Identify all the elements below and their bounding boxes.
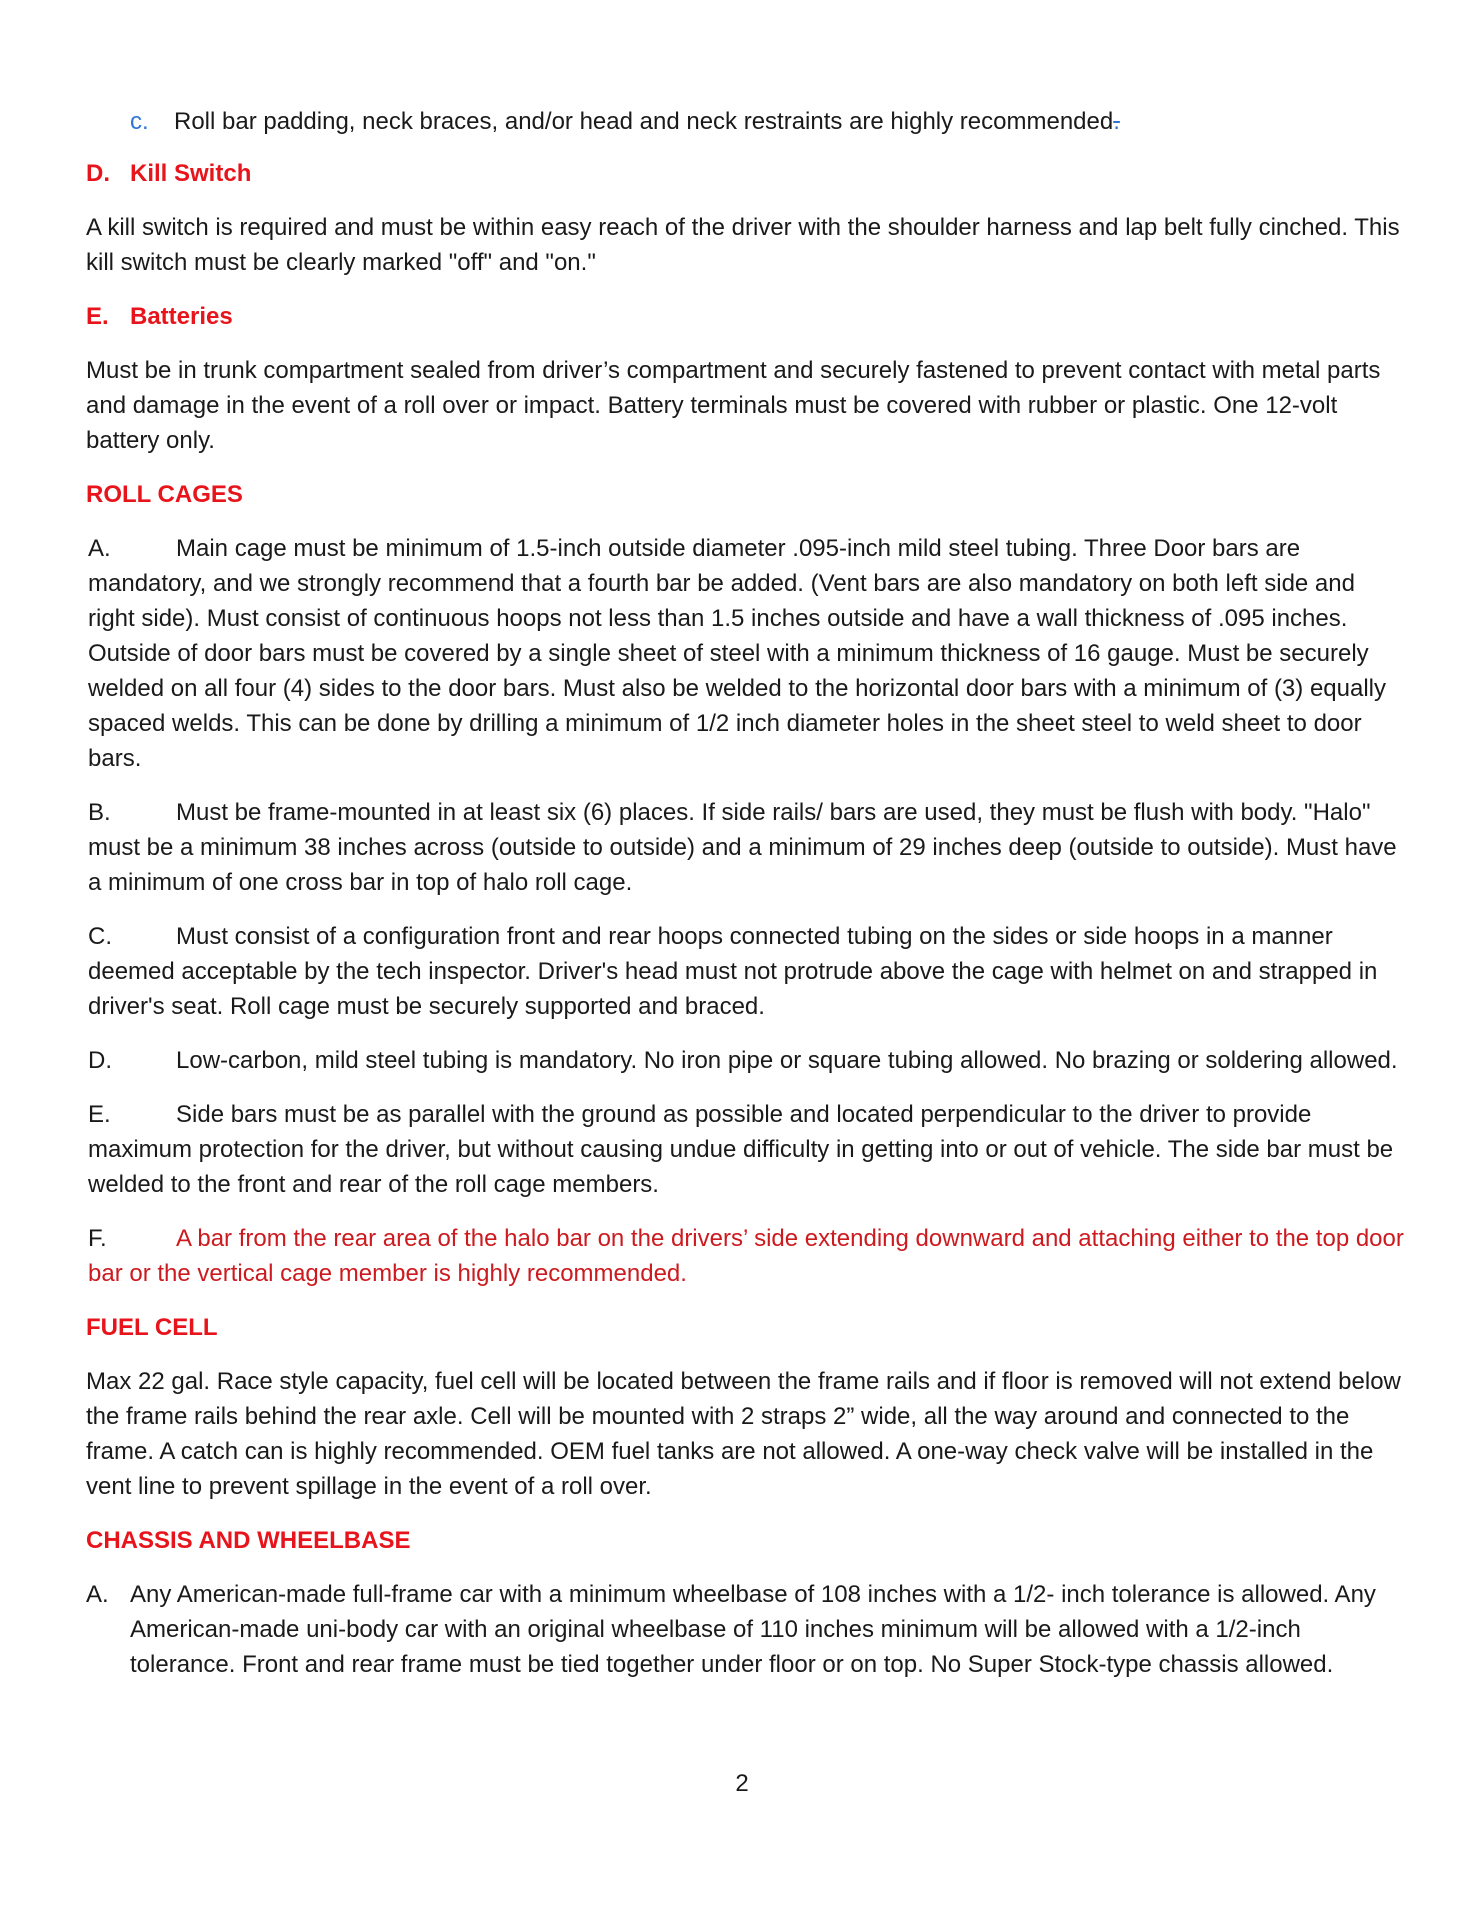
heading-text: Batteries (130, 303, 233, 330)
item-text: Any American-made full-frame car with a minimum wheelbase of 108 inches with a 1/2- inch tolerance is allowed. Any American-made uni-body car with an original wheelbase of 110 inches minimum will be allowed with a 1/2-inch tolerance. Front and rear frame must be tied together under floor or on top. No Super Stock-type chassis allowed. (130, 1581, 1376, 1678)
list-marker: c. (130, 108, 149, 135)
item-text: Side bars must be as parallel with the ground as possible and located perpendicular to the driver to provide maximum protection for the driver, but without causing undue difficulty in getting into or out of vehicle. The side bar must be welded to the front and rear of the roll cage members. (88, 1101, 1394, 1198)
roll-cage-item-b (88, 795, 1406, 900)
section-heading-chassis: CHASSIS AND WHEELBASE (86, 1527, 411, 1554)
item-marker: F. (88, 1225, 107, 1252)
batteries-body: Must be in trunk compartment sealed from driver’s compartment and securely fastened to prevent contact with metal parts and damage in the event of a roll over or impact. Battery terminals must be covered with rubber or plastic. One 12-volt battery only. (86, 357, 1381, 454)
item-marker: A. (86, 1581, 109, 1608)
heading-text: Kill Switch (130, 160, 252, 187)
item-text: Must be frame-mounted in at least six (6) places. If side rails/ bars are used, they must be flush with body. "Halo" must be a minimum 38 inches across (outside to outside) and a minimum of 29 inches deep (outside to outside). Must have a minimum of one cross bar in top of halo roll cage. (88, 799, 1397, 896)
section-heading-kill-switch (86, 156, 1406, 191)
section-heading-fuel-cell: FUEL CELL (86, 1314, 218, 1341)
document-page (86, 104, 1406, 1682)
item-text-highlighted: A bar from the rear area of the halo bar on the drivers’ side extending downward and attaching either to the top door bar or the vertical cage member is highly recommended. (88, 1225, 1404, 1287)
item-text: Must consist of a configuration front and rear hoops connected tubing on the sides or side hoops in a manner deemed acceptable by the tech inspector. Driver's head must not protrude above the cage with helmet on and strapped in driver's seat. Roll cage must be securely supported and braced. (88, 923, 1378, 1020)
item-marker: A. (88, 535, 111, 562)
fuel-cell-body: Max 22 gal. Race style capacity, fuel cell will be located between the frame rails and if floor is removed will not extend below the frame rails behind the rear axle. Cell will be mounted with 2 straps 2” wide, all the way around and connected to the frame. A catch can is highly recommended. OEM fuel tanks are not allowed. A one-way check valve will be installed in the vent line to prevent spillage in the event of a roll over. (86, 1368, 1401, 1500)
struck-period: . (1113, 108, 1120, 135)
kill-switch-body: A kill switch is required and must be within easy reach of the driver with the shoulder harness and lap belt fully cinched. This kill switch must be clearly marked "off" and "on." (86, 214, 1400, 276)
item-marker: B. (88, 799, 111, 826)
roll-cage-item-f (88, 1221, 1406, 1291)
section-heading-batteries (86, 299, 1406, 334)
list-item-text: Roll bar padding, neck braces, and/or head and neck restraints are highly recommended. (174, 108, 1120, 135)
roll-cage-item-e (88, 1097, 1406, 1202)
item-marker: D. (88, 1047, 112, 1074)
list-item-c (130, 104, 1406, 139)
item-text: Main cage must be minimum of 1.5-inch outside diameter .095-inch mild steel tubing. Three Door bars are mandatory, and we strongly recommend that a fourth bar be added. (Vent bars are also mandatory on both left side and right side). Must consist of continuous hoops not less than 1.5 inches outside and have a wall thickness of .095 inches. Outside of door bars must be covered by a single sheet of steel with a minimum thickness of 16 gauge. Must be securely welded on all four (4) sides to the door bars. Must also be welded to the horizontal door bars with a minimum of (3) equally spaced welds. This can be done by drilling a minimum of 1/2 inch diameter holes in the sheet steel to weld sheet to door bars. (88, 535, 1386, 772)
section-heading-roll-cages: ROLL CAGES (86, 481, 243, 508)
roll-cage-item-c (88, 919, 1406, 1024)
heading-marker: E. (86, 303, 109, 330)
chassis-item-a (86, 1577, 1406, 1682)
item-text: Low-carbon, mild steel tubing is mandatory. No iron pipe or square tubing allowed. No brazing or soldering allowed. (176, 1047, 1398, 1074)
item-marker: C. (88, 923, 112, 950)
heading-marker: D. (86, 160, 110, 187)
page-number: 2 (735, 1770, 749, 1797)
item-marker: E. (88, 1101, 111, 1128)
roll-cage-item-d (88, 1043, 1406, 1078)
roll-cage-item-a (88, 531, 1406, 776)
